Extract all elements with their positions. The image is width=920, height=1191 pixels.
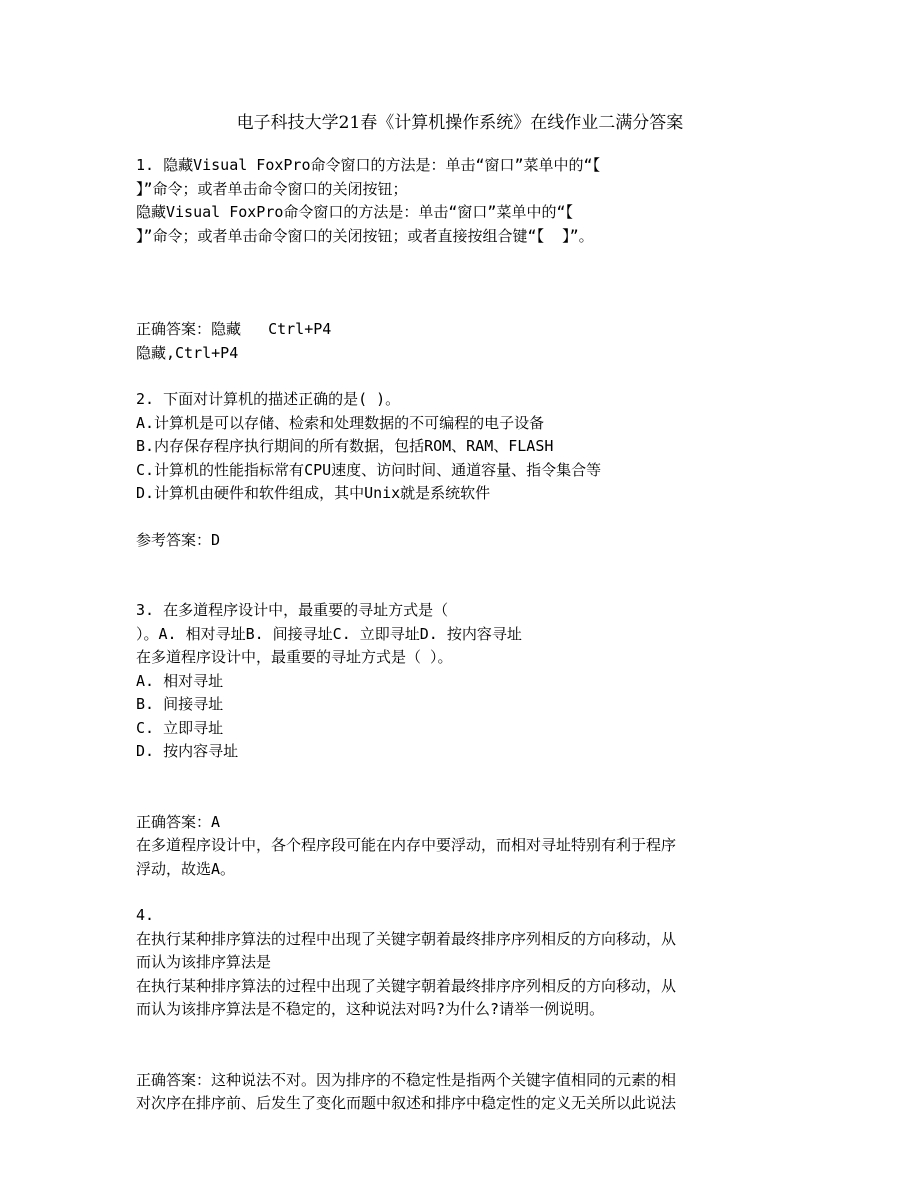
q4-answer: 对次序在排序前、后发生了变化而题中叙述和排序中稳定性的定义无关所以此说法 [136, 1094, 677, 1112]
q2-answer: 参考答案：D [136, 530, 221, 549]
q4-answer: 正确答案：这种说法不对。因为排序的不稳定性是指两个关键字值相同的元素的相 [136, 1070, 677, 1089]
q2-option: D.计算机由硬件和软件组成，其中Unix就是系统软件 [136, 484, 491, 502]
q2-option: B.内存保存程序执行期间的所有数据，包括ROM、RAM、FLASH [136, 437, 554, 455]
q4-line: 而认为该排序算法是不稳定的，这种说法对吗?为什么?请举一例说明。 [136, 1000, 605, 1018]
q4-line: 而认为该排序算法是 [136, 953, 272, 971]
q1-line: 】”命令；或者单击命令窗口的关闭按钮；或者直接按组合键“【 】”。 [136, 226, 594, 245]
q3-option: D. 按内容寻址 [136, 742, 239, 760]
q3-option: C. 立即寻址 [136, 718, 224, 737]
q1-line: 隐藏Visual FoxPro命令窗口的方法是：单击“窗口”菜单中的“【 [136, 203, 573, 221]
q3-option: B. 间接寻址 [136, 695, 224, 713]
q4-line: 在执行某种排序算法的过程中出现了关键字朝着最终排序序列相反的方向移动，从 [136, 976, 677, 995]
q3-line: 在多道程序设计中，最重要的寻址方式是（ ）。 [136, 648, 453, 666]
document-body [136, 154, 796, 1116]
q1-line: 1. 隐藏Visual FoxPro命令窗口的方法是：单击“窗口”菜单中的“【 [136, 156, 601, 174]
document-title: 电子科技大学21春《计算机操作系统》在线作业二满分答案 [236, 113, 684, 133]
q3-answer: 在多道程序设计中，各个程序段可能在内存中要浮动，而相对寻址特别有利于程序 [136, 836, 677, 854]
q3-line: ）。A. 相对寻址B. 间接寻址C. 立即寻址D. 按内容寻址 [136, 624, 522, 643]
q3-line: 3. 在多道程序设计中，最重要的寻址方式是（ [136, 601, 449, 619]
q2-line: 2. 下面对计算机的描述正确的是( )。 [136, 390, 401, 408]
q3-answer: 正确答案：A [136, 812, 221, 831]
q3-answer: 浮动，故选A。 [136, 859, 236, 878]
q4-line: 4. [136, 906, 155, 924]
q1-answer: 正确答案：隐藏 Ctrl+P4 [136, 320, 332, 338]
q2-option: C.计算机的性能指标常有CPU速度、访问时间、通道容量、指令集合等 [136, 460, 602, 479]
q3-option: A. 相对寻址 [136, 671, 224, 690]
q1-answer: 隐藏,Ctrl+P4 [136, 343, 239, 362]
q2-option: A.计算机是可以存储、检索和处理数据的不可编程的电子设备 [136, 413, 545, 432]
q1-line: 】”命令；或者单击命令窗口的关闭按钮； [136, 179, 408, 198]
q4-line: 在执行某种排序算法的过程中出现了关键字朝着最终排序序列相反的方向移动，从 [136, 929, 677, 948]
